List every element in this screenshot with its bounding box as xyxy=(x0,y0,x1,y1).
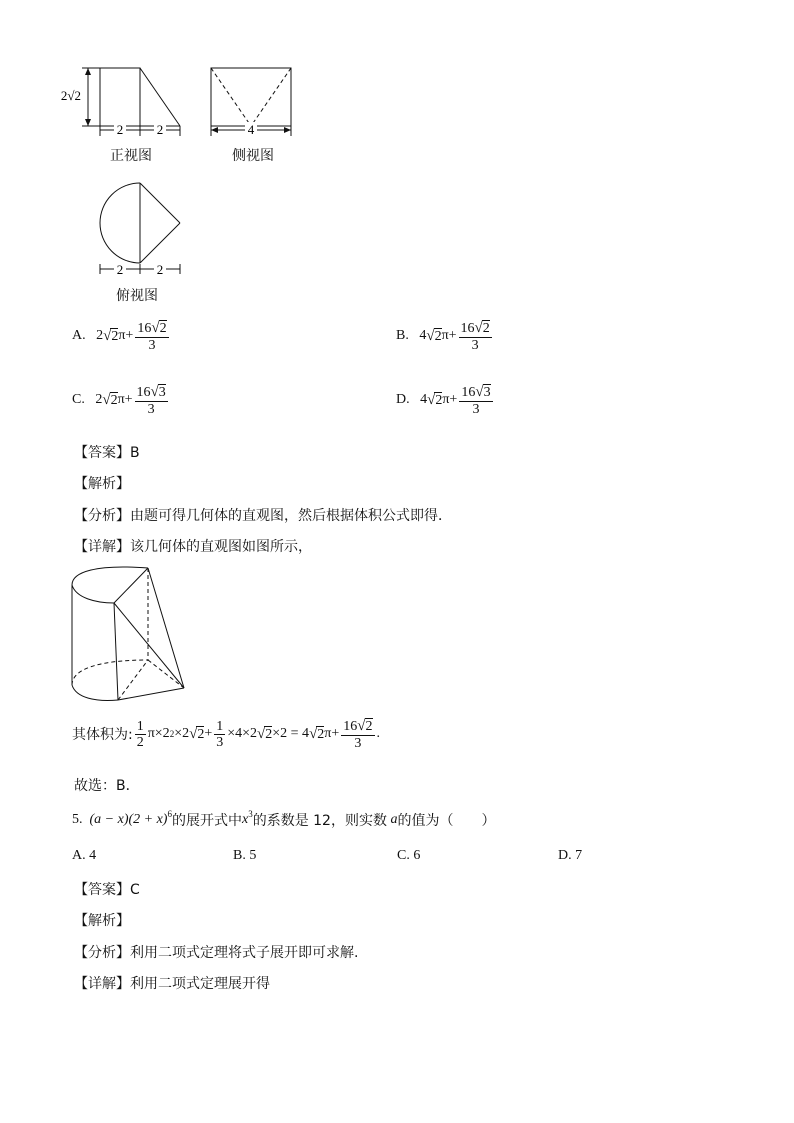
option-letter: D. xyxy=(396,392,410,408)
radicand: 2 xyxy=(434,328,442,344)
q5-analysis-tag: 【解析】 xyxy=(74,913,130,929)
fenxi-text: 由题可得几何体的直观图，然后根据体积公式即得． xyxy=(130,508,452,524)
fraction: $\frac{16√2}{3}$ xyxy=(137,320,167,353)
q5-option-c[interactable]: C. 6 xyxy=(397,848,421,863)
option-coef: 2 xyxy=(95,392,103,408)
pi-plus: π+ xyxy=(117,392,133,408)
detail-tag: 【详解】 xyxy=(74,539,130,555)
radical-sign: √ xyxy=(426,327,435,344)
question-number: 5. xyxy=(72,812,83,827)
top-view-caption: 俯视图 xyxy=(116,288,158,304)
option-b[interactable] xyxy=(396,320,494,353)
radical-sign: √ xyxy=(427,391,436,408)
solid-perspective-figure xyxy=(66,560,196,705)
q5-fenxi-line xyxy=(74,942,358,962)
option-letter: A. xyxy=(72,328,86,344)
q4-fenxi-line xyxy=(74,505,452,525)
side-view-figure xyxy=(205,58,300,138)
q4-analysis-tag: 【解析】 xyxy=(74,476,130,492)
detail-text: 该几何体的直观图如图所示， xyxy=(130,539,312,555)
option-a[interactable] xyxy=(72,320,171,353)
q4-answer-line xyxy=(74,442,140,462)
radical-sign: √ xyxy=(103,327,112,344)
option-coef: 2 xyxy=(96,328,104,344)
front-height-label: 2√2 xyxy=(60,88,82,103)
pi-plus: π+ xyxy=(442,392,458,408)
fenxi-tag: 【分析】 xyxy=(74,945,130,961)
front-width-left: 2 xyxy=(116,122,124,137)
radical-sign: √ xyxy=(102,391,111,408)
option-letter: B. xyxy=(396,328,409,344)
pi-plus: π+ xyxy=(441,328,457,344)
fraction: $\frac{16√3}{3}$ xyxy=(461,384,491,417)
answer-value: B xyxy=(130,445,140,461)
top-view-figure xyxy=(90,178,195,278)
q4-detail-line xyxy=(74,536,312,556)
option-coef: 4 xyxy=(420,392,428,408)
fenxi-text: 利用二项式定理将式子展开即可求解. xyxy=(130,945,359,961)
q5-option-a[interactable]: A. 4 xyxy=(72,848,97,863)
q5-detail-line xyxy=(74,973,270,993)
front-view-figure xyxy=(60,58,195,138)
side-view-caption: 侧视图 xyxy=(232,148,274,164)
fraction-half: $\frac{1}{2}$ xyxy=(136,718,144,750)
fraction: $\frac{16√2}{3}$ xyxy=(460,320,490,353)
volume-prefix: 其体积为: xyxy=(72,727,133,744)
answer-tag: 【答案】 xyxy=(74,882,130,898)
option-c[interactable] xyxy=(72,384,170,417)
fraction: $\frac{16√3}{3}$ xyxy=(136,384,166,417)
option-coef: 4 xyxy=(419,328,427,344)
fraction-result: $\frac{16√2}{3}$ xyxy=(343,718,373,751)
pi-plus: π+ xyxy=(118,328,134,344)
fenxi-tag: 【分析】 xyxy=(74,508,130,524)
detail-tag: 【详解】 xyxy=(74,976,130,992)
q5-option-b[interactable]: B. 5 xyxy=(233,848,257,863)
radicand: 2 xyxy=(110,392,118,408)
front-view-caption: 正视图 xyxy=(110,148,152,164)
fraction-third: $\frac{1}{3}$ xyxy=(216,718,224,750)
top-width-right: 2 xyxy=(156,262,164,277)
radicand: 2 xyxy=(435,392,443,408)
radicand: 2 xyxy=(111,328,119,344)
front-width-right: 2 xyxy=(156,122,164,137)
q4-conclusion: 故选：B． xyxy=(74,778,140,794)
option-d[interactable] xyxy=(396,384,495,417)
answer-tag: 【答案】 xyxy=(74,445,130,461)
q5-option-d[interactable]: D. 7 xyxy=(558,848,583,863)
binomial-expression: (a − x)(2 + x) xyxy=(89,812,168,827)
option-letter: C. xyxy=(72,392,85,408)
q5-stem: 5. (a − x)(2 + x) $^6$ 的展开式中 x $^3$ 的系数是 12，则实数 a 的值为（ ） xyxy=(72,809,496,829)
volume-formula: 其体积为: $\frac{1}{2}$ π×2 2 ×2 √ 2 + $\frac{1}{3}$ ×4×2 √ 2 ×2 = 4 √ 2 π+ $\frac{16√2}{3}$ . xyxy=(72,718,380,751)
top-width-left: 2 xyxy=(116,262,124,277)
side-width-label: 4 xyxy=(247,122,255,137)
detail-text: 利用二项式定理展开得 xyxy=(130,976,270,992)
answer-value: C xyxy=(130,882,140,898)
q5-answer-line xyxy=(74,879,140,899)
